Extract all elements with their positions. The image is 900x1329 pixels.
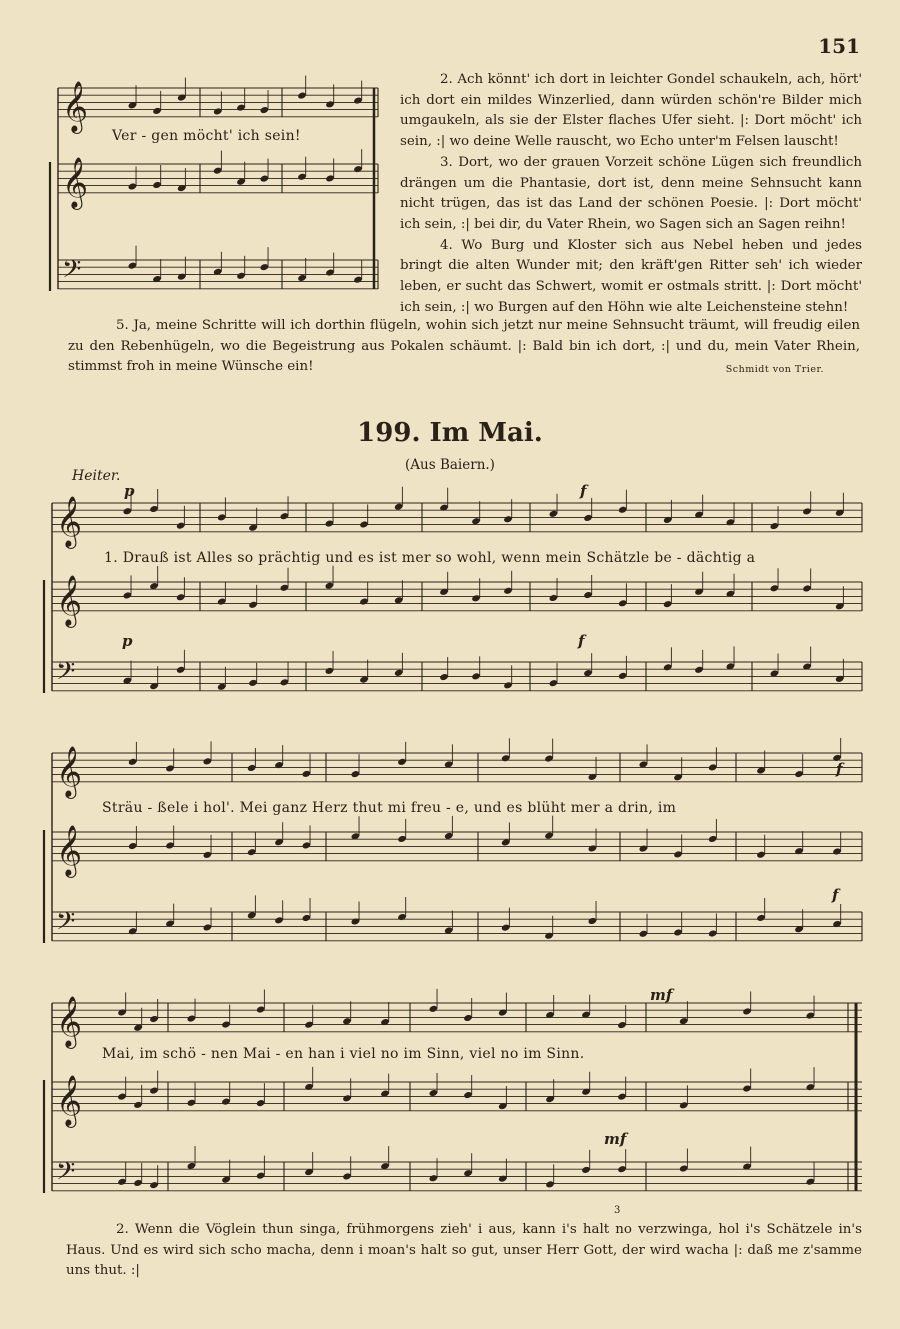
verse-3-rhine: 3. Dort, wo der grauen Vorzeit schöne Lügen sich freundlich drängen um die Phantasie, dort ist, denn meine Sehnsucht kann nicht trügen, das ist das Land der schönen Poesie. |: Dort möcht' ich sein, :| bei dir, du Vater Rhein, wo Sagen sich an Sagen reihn!: [400, 154, 862, 232]
verse-5-rhine: 5. Ja, meine Schritte will ich dorthin flügeln, wohin sich jetzt nur meine Sehnsucht träumt, will freudig eilen zu den Rebenhügeln, wo die Begeistrung aus Pokalen schäumt. |: Bald bin ich dort, :| und du, mein Vater Rhein, stimmst froh in meine Wünsche ein!: [68, 318, 860, 375]
lyric-line-2: Sträu - ßele i hol'. Mei ganz Herz thut mi freu - e, und es blüht mer a drin, im: [102, 800, 677, 816]
dynamic-f-piano-2: f: [832, 886, 839, 904]
dynamic-mf-piano: mf: [604, 1130, 627, 1148]
lyric-line-3: Mai, im schö - nen Mai - en han i viel no im Sinn, viel no im Sinn.: [102, 1046, 585, 1062]
song-origin: (Aus Baiern.): [405, 457, 495, 473]
song-title: 199. Im Mai.: [357, 418, 543, 448]
top-excerpt-lyric: Ver - gen möcht' ich sein!: [112, 128, 301, 144]
system-2-clef-1: 𝄞: [56, 825, 83, 876]
system-1-clef-1: 𝄞: [56, 575, 83, 626]
system-1-clef-0: 𝄞: [56, 496, 83, 547]
lyric-line-1: 1. Drauß ist Alles so prächtig und es ist mer so wohl, wenn mein Schätzle be - dächtig a: [104, 550, 756, 566]
dynamic-p-piano: p: [122, 632, 133, 650]
system-2-clef-2: 𝄢: [56, 907, 76, 942]
system-2-clef-0: 𝄞: [56, 746, 83, 797]
dynamic-f-voice: f: [580, 482, 587, 500]
verse-2-rhine: 2. Ach könnt' ich dort in leichter Gondel schaukeln, ach, hört' ich dort ein mildes Winzerlied, dann würden schön're Bilder mich umgaukeln, als sie der Elster flaches Ufer sieht. |: Dort möcht' ich sein, :| wo deine Welle rauscht, wo Echo unter'm Felsen lauscht!: [400, 72, 862, 150]
system-3-clef-1: 𝄞: [56, 1075, 83, 1126]
dynamic-mf-voice: mf: [650, 986, 673, 1004]
dynamic-p-voice: p: [124, 482, 135, 500]
system-1-clef-2: 𝄢: [56, 657, 76, 692]
verse-2-im-mai: 2. Wenn die Vöglein thun singa, frühmorgens zieh' i aus, kann i's halt no verzwinga, hol i's Schätzele in's Haus. Und es wird sich scho macha, denn i moan's halt so gut, unser Herr Gott, der wird wacha |: daß me z'samme uns thut. :|: [66, 1222, 862, 1279]
author-credit: Schmidt von Trier.: [725, 364, 824, 375]
system-3-clef-2: 𝄢: [56, 1157, 76, 1192]
excerpt-clef-0: 𝄞: [62, 81, 89, 132]
excerpt-clef-1: 𝄞: [62, 157, 89, 208]
page-number: 151: [818, 34, 860, 58]
excerpt-clef-2: 𝄢: [62, 255, 82, 290]
system-3-clef-0: 𝄞: [56, 996, 83, 1047]
triplet-mark: 3: [614, 1205, 621, 1216]
dynamic-f-voice-2: f: [836, 760, 843, 778]
tempo-marking: Heiter.: [72, 468, 121, 484]
verse-4-rhine: 4. Wo Burg und Kloster sich aus Nebel heben und jedes bringt die alten Wunder mit; den kräft'gen Ritter seh' ich wieder leben, er sucht das Schwert, womit er ostmals stritt. |: Dort möcht' ich sein, :| wo Burgen auf den Höhn wie alte Leichensteine stehn!: [400, 237, 862, 315]
dynamic-f-piano: f: [578, 632, 585, 650]
verses-right: [400, 70, 862, 318]
